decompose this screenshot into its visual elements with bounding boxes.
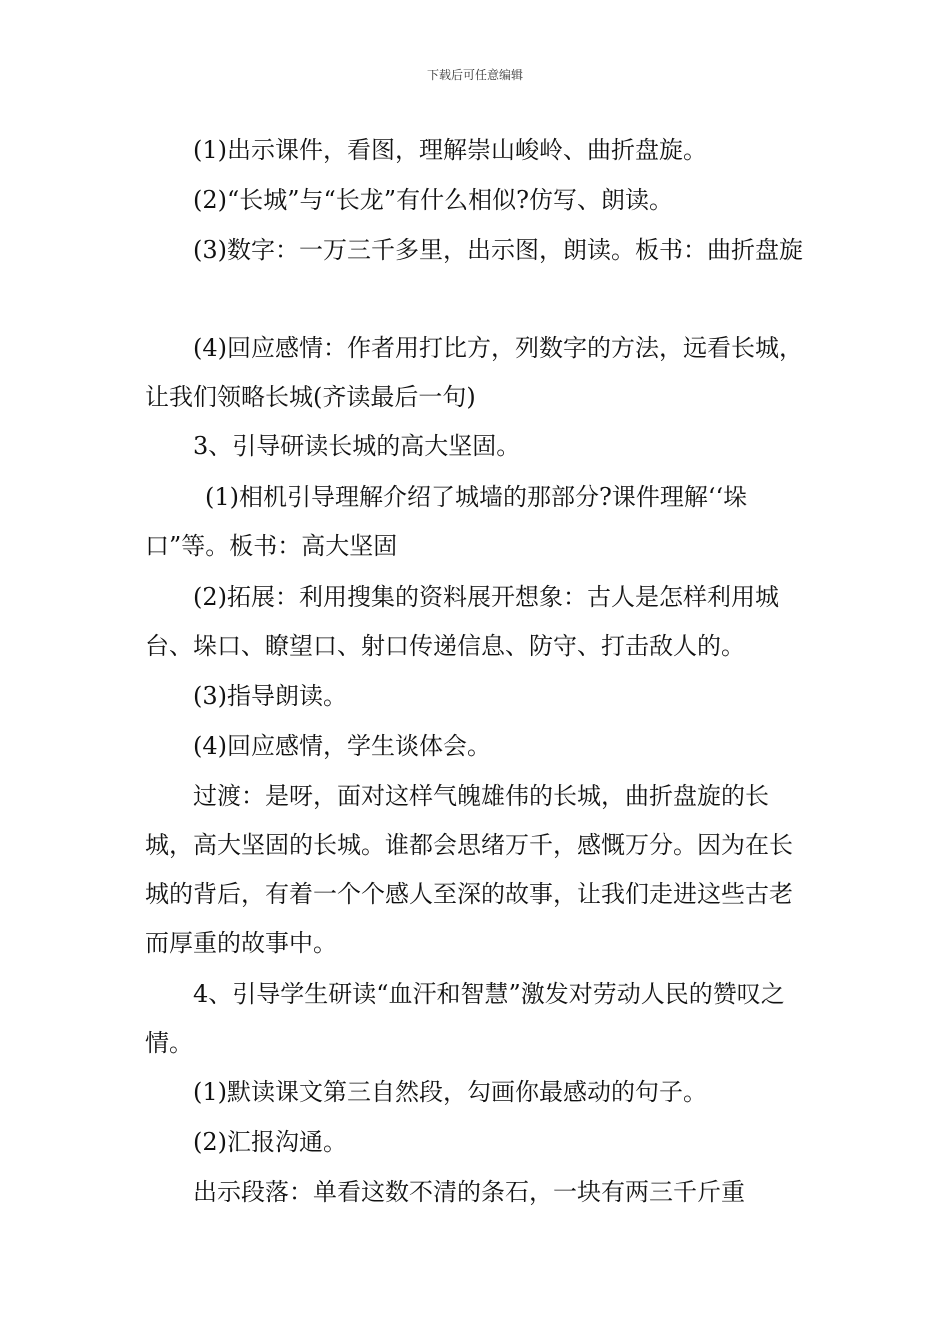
paragraph-11: 4、引导学生研读“血汗和智慧”激发对劳动人民的赞叹之情。: [145, 980, 785, 1057]
paragraph-9: (4)回应感情，学生谈体会。: [193, 732, 491, 760]
paragraph-14: 出示段落：单看这数不清的条石，一块有两三千斤重: [193, 1178, 745, 1206]
paragraph-8: (3)指导朗读。: [193, 682, 347, 710]
paragraph-3: (3)数字：一万三千多里，出示图，朗读。板书：曲折盘旋: [193, 236, 803, 264]
paragraph-13: (2)汇报沟通。: [193, 1128, 347, 1156]
page-header: 下载后可任意编辑: [426, 68, 523, 82]
paragraph-2: (2)“长城”与“长龙”有什么相似?仿写、朗读。: [193, 186, 673, 214]
paragraph-6: (1)相机引导理解介绍了城墙的那部分?课件理解‘‘垛口”等。板书：高大坚固: [145, 483, 748, 560]
paragraph-7: (2)拓展：利用搜集的资料展开想象：古人是怎样利用城台、垛口、瞭望口、射口传递信息、防守、打击敌人的。: [145, 583, 779, 660]
paragraph-5: 3、引导研读长城的高大坚固。: [193, 432, 521, 460]
paragraph-4: (4)回应感情：作者用打比方，列数字的方法，远看长城，让我们领略长城(齐读最后一句): [145, 334, 803, 411]
paragraph-1: (1)出示课件，看图，理解崇山峻岭、曲折盘旋。: [193, 136, 707, 164]
paragraph-12: (1)默读课文第三自然段，勾画你最感动的句子。: [193, 1078, 707, 1106]
paragraph-10: 过渡：是呀，面对这样气魄雄伟的长城，曲折盘旋的长城，高大坚固的长城。谁都会思绪万千，感慨万分。因为在长城的背后，有着一个个感人至深的故事，让我们走进这些古老而厚重的故事中。: [145, 782, 793, 957]
